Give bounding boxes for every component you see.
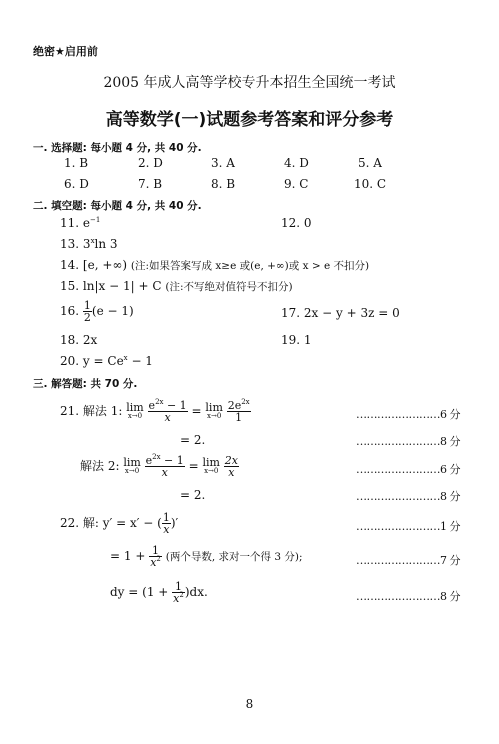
mc-answer-9 — [284, 177, 308, 191]
question-number: 2. — [138, 156, 150, 170]
answer-letter: D — [153, 156, 163, 170]
question-number: 21. — [60, 404, 80, 418]
fill-answer-12 — [281, 216, 312, 230]
fill-answer-18 — [60, 333, 97, 347]
fraction-denominator: 1 — [235, 411, 243, 424]
answer-value: 2x − y + 3z = 0 — [303, 306, 400, 320]
limit-word: lim — [205, 400, 223, 414]
answer-exponent: −1 — [90, 216, 101, 224]
fraction-numerator: 1 — [162, 511, 170, 524]
fraction-numerator: 2x — [224, 454, 238, 467]
answer-base: e — [82, 216, 91, 230]
fraction — [224, 455, 239, 478]
fill-answer-14 — [60, 258, 369, 273]
question-number: 5. — [358, 156, 370, 170]
answer-rest: (e − 1) — [91, 304, 134, 318]
fraction-denominator: x — [164, 411, 171, 424]
answer-letter: D — [299, 156, 309, 170]
mc-answer-8 — [211, 177, 235, 191]
page-number: 8 — [245, 697, 254, 711]
limit-sub: x→0 — [124, 466, 140, 475]
limit-sub: x→0 — [204, 466, 219, 475]
answer-letter: A — [226, 156, 235, 170]
equals: = — [188, 459, 199, 473]
fraction-denominator: $x^2$ — [150, 555, 161, 569]
score-7: ……………………7 分 — [356, 554, 460, 567]
question-number: 22. — [60, 516, 80, 530]
answer-value: 1 — [303, 333, 312, 347]
q21-method-1-result: = 2. — [180, 433, 206, 447]
answer-pre: y = Ce — [82, 354, 124, 368]
solution-label: 解: — [82, 516, 99, 530]
answer-exponent: x — [90, 237, 95, 245]
q21-method-2 — [80, 455, 239, 478]
expression: = 1 + — [110, 549, 146, 563]
question-number: 4. — [284, 156, 296, 170]
limit-sub: x→0 — [127, 411, 143, 420]
score-8: ……………………8 分 — [356, 435, 460, 448]
score-6: ……………………6 分 — [356, 408, 460, 421]
question-number: 11. — [60, 216, 80, 230]
fill-answer-11 — [60, 216, 100, 230]
section-1-title: 一. 选择题: 每小题 4 分, 共 40 分. — [33, 142, 202, 154]
document-title: 高等数学(一)试题参考答案和评分参考 — [105, 110, 394, 130]
answer-letter: B — [79, 156, 89, 170]
mc-answer-4 — [284, 156, 309, 170]
question-number: 19. — [281, 333, 301, 347]
q22-line-1 — [60, 512, 178, 535]
limit-operator — [126, 400, 144, 421]
fill-answer-19 — [281, 333, 312, 347]
mc-answer-2 — [138, 156, 163, 170]
scoring-note: (两个导数, 求对一个得 3 分); — [165, 551, 303, 563]
limit-word: lim — [126, 400, 144, 414]
expression: dy = (1 + — [110, 585, 169, 599]
answer-letter: A — [373, 156, 382, 170]
fraction-denominator: x — [228, 466, 235, 479]
question-number: 10. — [354, 177, 374, 191]
fraction — [148, 400, 188, 423]
answer-value: 0 — [303, 216, 312, 230]
answer-letter: B — [153, 177, 163, 191]
fill-answer-17 — [281, 306, 400, 320]
q21-method-1 — [60, 400, 251, 423]
expression: y′ = x′ − ( — [102, 516, 162, 530]
mc-answer-1 — [64, 156, 88, 170]
fraction-numerator: $e^{2x} - 1$ — [148, 398, 187, 412]
answer-value: 2x — [82, 333, 98, 347]
question-number: 7. — [138, 177, 150, 191]
score-8: ……………………8 分 — [356, 490, 460, 503]
question-number: 17. — [281, 306, 301, 320]
answer-note: (注:不写绝对值符号不扣分) — [165, 281, 293, 293]
limit-word: lim — [123, 455, 141, 469]
limit-word: lim — [202, 455, 220, 469]
q22-line-2 — [110, 545, 302, 568]
answer-letter: C — [299, 177, 309, 191]
fill-answer-20 — [60, 354, 153, 368]
fraction-denominator: x — [163, 523, 170, 536]
fraction-denominator: x — [161, 466, 168, 479]
mc-answer-3 — [211, 156, 235, 170]
score-6: ……………………6 分 — [356, 463, 460, 476]
answer-rest: ln 3 — [94, 237, 118, 251]
question-number: 14. — [60, 258, 80, 272]
fraction-numerator: 1 — [149, 545, 162, 557]
fraction-denominator: 2 — [83, 311, 91, 324]
question-number: 20. — [60, 354, 80, 368]
question-number: 12. — [281, 216, 301, 230]
question-number: 15. — [60, 279, 80, 293]
fraction-numerator: 1 — [172, 581, 185, 593]
fill-answer-15 — [60, 279, 293, 294]
score-1: ……………………1 分 — [356, 520, 460, 533]
answer-letter: D — [79, 177, 89, 191]
answer-letter: B — [226, 177, 236, 191]
limit-operator — [202, 455, 220, 476]
fraction — [83, 300, 92, 323]
q22-line-3 — [110, 581, 208, 604]
exam-title: 2005 年成人高等学校专升本招生全国统一考试 — [103, 75, 396, 91]
fraction — [162, 512, 171, 535]
question-number: 18. — [60, 333, 80, 347]
fill-answer-13 — [60, 237, 118, 251]
answer-letter: C — [376, 177, 387, 191]
expression-end: )′ — [170, 516, 179, 530]
fraction-numerator: $e^{2x} - 1$ — [145, 453, 184, 467]
limit-sub: x→0 — [207, 411, 222, 420]
q21-method-2-result: = 2. — [180, 488, 206, 502]
limit-operator — [205, 400, 223, 421]
confidential-mark: 绝密★启用前 — [33, 45, 98, 58]
section-3-title: 三. 解答题: 共 70 分. — [33, 378, 138, 390]
section-2-title: 二. 填空题: 每小题 4 分, 共 40 分. — [33, 200, 202, 212]
mc-answer-10 — [354, 177, 386, 191]
question-number: 16. — [60, 304, 80, 318]
mc-answer-7 — [138, 177, 162, 191]
fraction — [145, 455, 185, 478]
fraction-numerator: $2e^{2x}$ — [227, 398, 250, 412]
question-number: 6. — [64, 177, 76, 191]
expression-end: )dx. — [184, 585, 208, 599]
answer-value: ln|x − 1| + C — [82, 279, 162, 293]
fraction — [172, 581, 185, 604]
answer-note: (注:如果答案写成 x≥e 或(e, +∞)或 x > e 不扣分) — [130, 260, 370, 272]
answer-base: 3 — [82, 237, 91, 251]
score-8: ……………………8 分 — [356, 590, 460, 603]
fill-answer-16 — [60, 300, 134, 323]
answer-exponent: x — [123, 354, 128, 362]
answer-value: [e, +∞) — [82, 258, 128, 272]
equals: = — [191, 404, 202, 418]
fraction — [149, 545, 162, 568]
fraction — [227, 400, 251, 423]
method-label: 解法 2: — [80, 459, 120, 473]
answer-post: − 1 — [127, 354, 153, 368]
mc-answer-6 — [64, 177, 89, 191]
limit-operator — [123, 455, 141, 476]
question-number: 13. — [60, 237, 80, 251]
question-number: 8. — [211, 177, 223, 191]
fraction-numerator: 1 — [83, 299, 91, 312]
fraction-denominator: $x^2$ — [173, 591, 184, 605]
question-number: 9. — [284, 177, 296, 191]
method-label: 解法 1: — [82, 404, 123, 418]
mc-answer-5 — [358, 156, 382, 170]
question-number: 1. — [64, 156, 76, 170]
question-number: 3. — [211, 156, 223, 170]
